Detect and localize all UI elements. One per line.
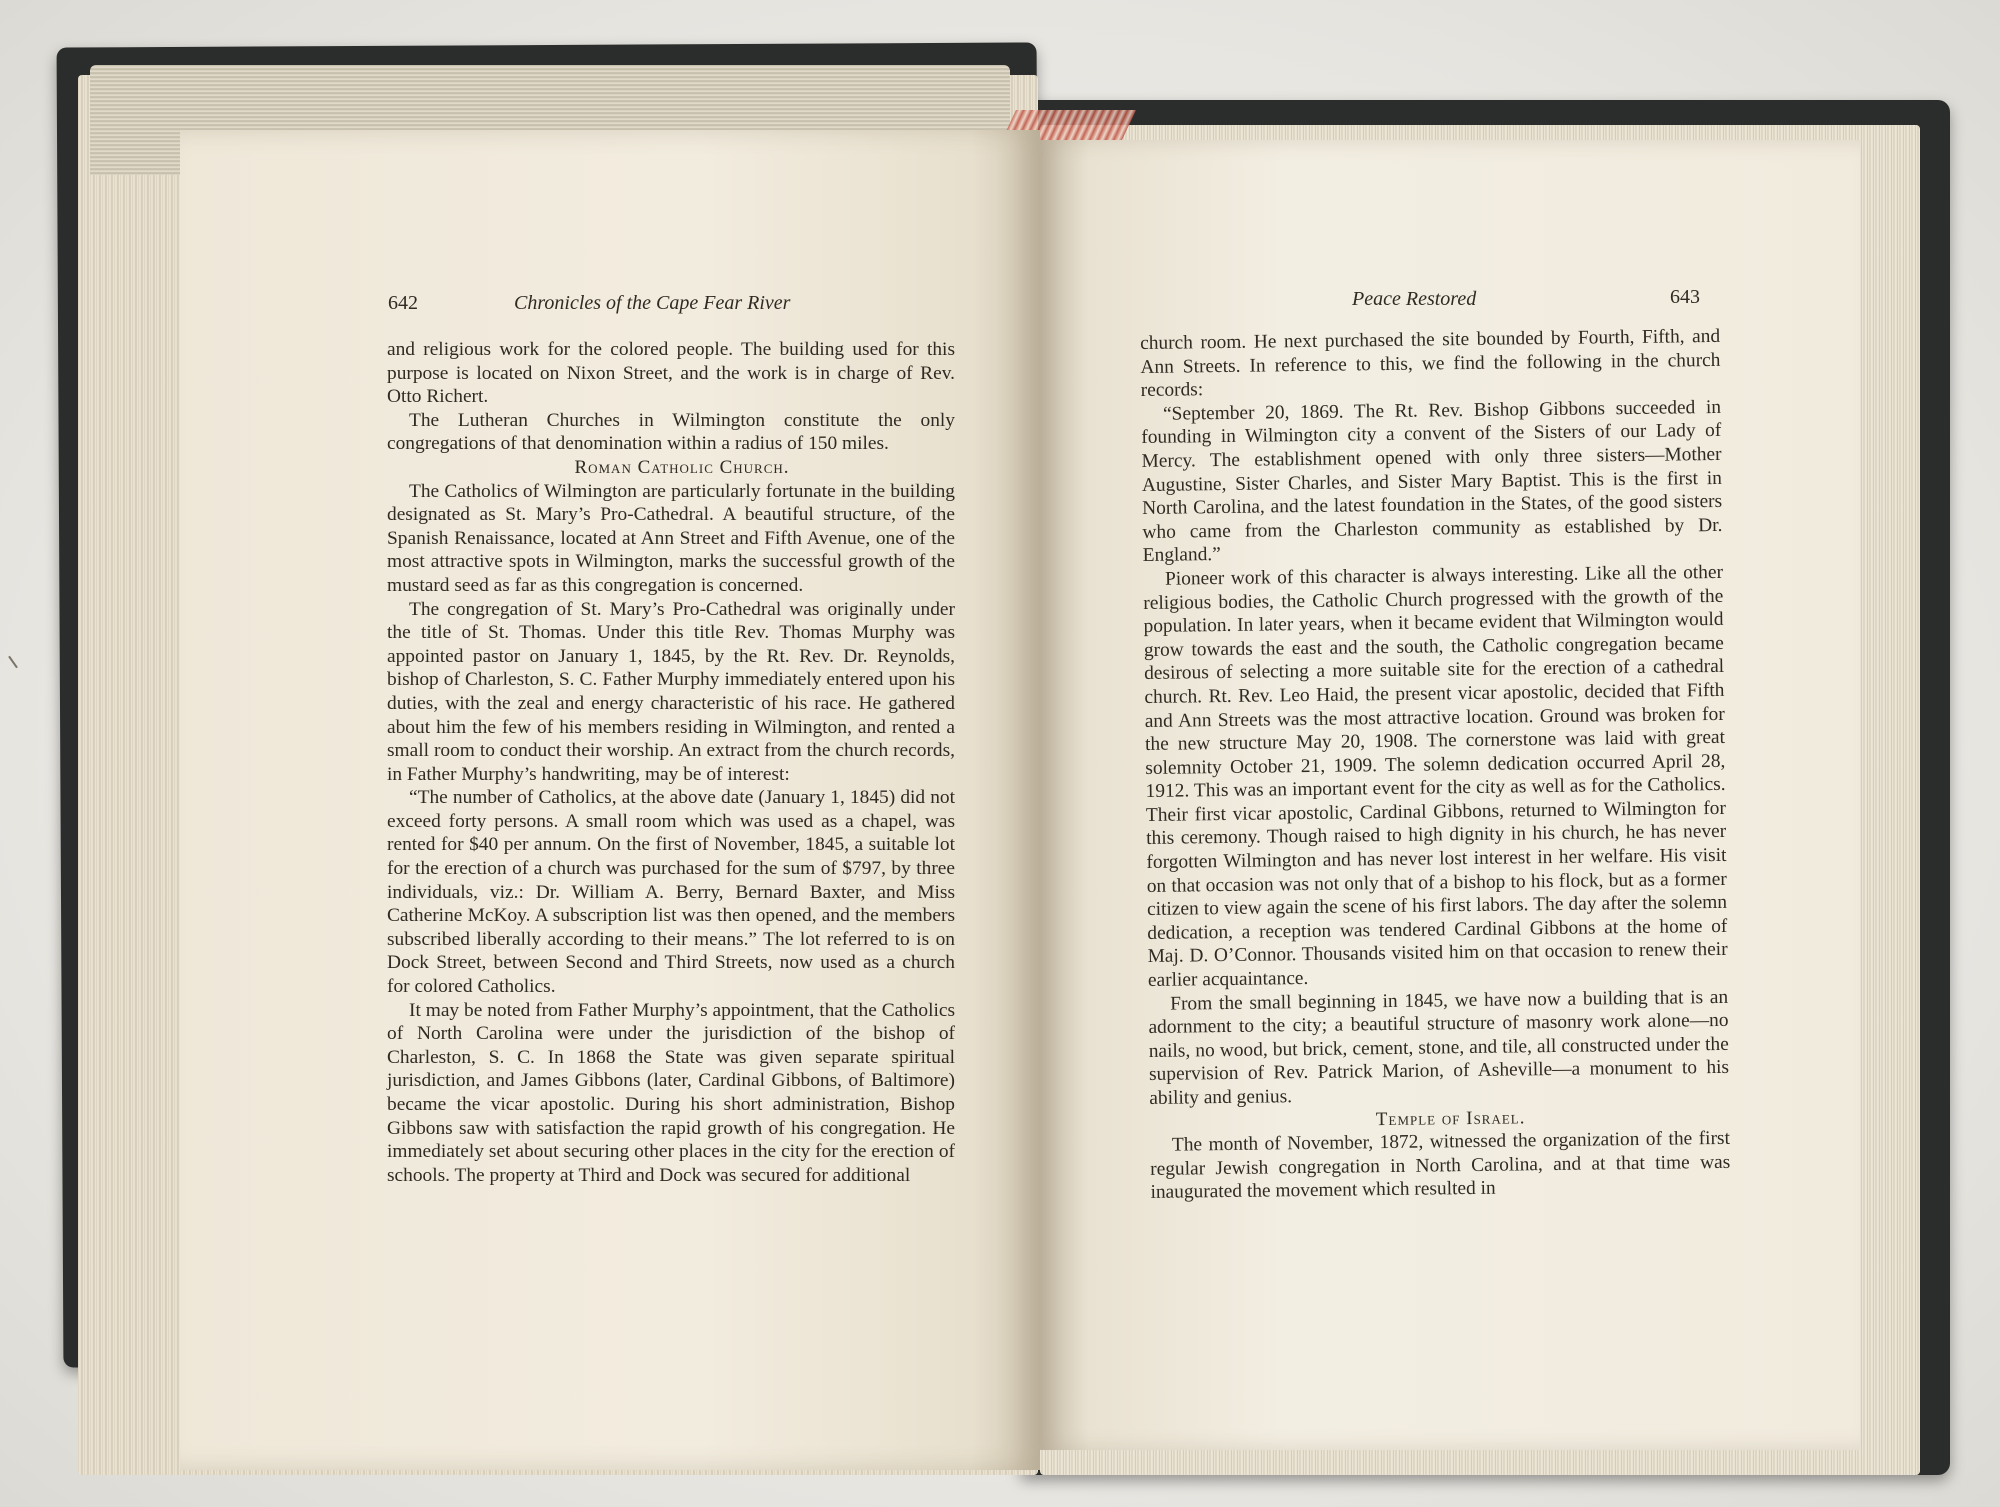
right-page-number: 643 [1670, 286, 1700, 308]
left-page-body [387, 338, 955, 1187]
paragraph: It may be noted from Father Murphy’s appointment, that the Catholics of North Carolina were under the jurisdiction of the bishop of Charleston, S. C. In 1868 the State was given separate spiritual jurisdiction, and James Gibbons (later, Cardinal Gibbons, of Baltimore) became the vicar apostolic. During his short administration, Bishop Gibbons saw with satisfaction the rapid growth of his congregation. He immediately set about securing other places in the city for the erection of schools. The property at Third and Dock was secured for additional [387, 999, 955, 1186]
left-paragraphs-after [387, 480, 955, 1188]
left-paragraphs-before [387, 338, 955, 456]
section-heading-temple-of-israel: Temple of Israel. [1375, 1106, 1526, 1130]
section-heading-roman-catholic: Roman Catholic Church. [574, 456, 790, 478]
paragraph: church room. He next purchased the site bounded by Fourth, Fifth, and Ann Streets. In reference to this, we find the following in the church records: [1140, 325, 1721, 402]
paragraph: The month of November, 1872, witnessed the organization of the first regular Jewish congregation in North Carolina, and at that time was inaugurated the movement which resulted in [1150, 1128, 1731, 1204]
paragraph: and religious work for the colored people. The building used for this purpose is located on Nixon Street, and the work is in charge of Rev. Otto Richert. [387, 339, 955, 408]
paragraph: The Catholics of Wilmington are particularly fortunate in the building designated as St. Mary’s Pro-Cathedral. A beautiful structure, of the Spanish Renaissance, located at Ann Street and Fifth Avenue, one of the most attractive spots in Wilmington, marks the successful growth of the mustard seed as far as this congregation is concerned. [387, 480, 955, 596]
left-running-title: Chronicles of the Cape Fear River [514, 292, 791, 314]
left-page [180, 130, 1040, 1470]
right-paragraphs-after [1150, 1127, 1731, 1205]
right-running-title: Peace Restored [1352, 288, 1477, 310]
right-page [1040, 140, 1860, 1450]
paragraph: The Lutheran Churches in Wilmington constitute the only congregations of that denomination within a radius of 150 miles. [387, 409, 955, 455]
paragraph: From the small beginning in 1845, we have now a building that is an adornment to the city; a beautiful structure of masonry work alone—no nails, no wood, but brick, cement, stone, and tile, all constructed under the supervision of Rev. Patrick Marion, of Asheville—a monument to his ability and genius. [1148, 986, 1730, 1109]
right-paragraphs-before [1140, 325, 1729, 1111]
left-page-number: 642 [388, 292, 418, 314]
paragraph: “The number of Catholics, at the above date (January 1, 1845) did not exceed forty persons. A small room which was used as a chapel, was rented for $40 per annum. On the first of November, 1845, a suitable lot for the erection of a church was purchased for the sum of $797, by three individuals, viz.: Dr. William A. Berry, Bernard Baxter, and Miss Catherine McKoy. A subscription list was then opened, and the members subscribed liberally according to their means.” The lot referred to is on Dock Street, between Second and Third Streets, now used as a church for colored Catholics. [387, 787, 955, 998]
right-page-body [1140, 325, 1731, 1205]
paragraph: “September 20, 1869. The Rt. Rev. Bishop Gibbons succeeded in founding in Wilmington city a convent of the Sisters of our Lady of Mercy. The establishment opened with only three sisters—Mother Augustine, Sister Charles, and Sister Mary Baptist. This is the first in North Carolina, and the latest foundation in the States, of the good sisters who came from the Charleston community as established by Dr. England.” [1141, 396, 1723, 567]
paragraph: The congregation of St. Mary’s Pro-Cathedral was originally under the title of St. Thomas. Under this title Rev. Thomas Murphy was appointed pastor on January 1, 1845, by the Rt. Rev. Dr. Reynolds, bishop of Charleston, S. C. Father Murphy immediately entered upon his duties, with the zeal and energy characteristic of his race. He gathered about him the few of his members residing in Wilmington, and rented a small room to conduct their worship. An extract from the church records, in Father Murphy’s handwriting, may be of interest: [387, 598, 955, 785]
paragraph: Pioneer work of this character is always interesting. Like all the other religious bodies, the Catholic Church progressed with the growth of the population. In later years, when it became evident that Wilmington would grow towards the east and the south, the Catholic congregation became desirous of selecting a more suitable site for the erection of a cathedral church. Rt. Rev. Leo Haid, the present vicar apostolic, decided that Fifth and Ann Streets was the most attractive location. Ground was broken for the new structure May 20, 1908. The cornerstone was laid with great solemnity October 21, 1909. The solemn dedication occurred April 28, 1912. This was an important event for the city as well as for the Catholics. Their first vicar apostolic, Cardinal Gibbons, returned to Wilmington for this ceremony. Though raised to high dignity in his church, he has never forgotten Wilmington and has never lost interest in her welfare. His visit on that occasion was not only that of a bishop to his flock, but as a former citizen to view again the scene of his first labors. The day after the solemn dedication, a reception was tendered Cardinal Gibbons at the home of Maj. D. O’Connor. Thousands visited him on that occasion to renew their earlier acquaintance. [1143, 561, 1728, 991]
